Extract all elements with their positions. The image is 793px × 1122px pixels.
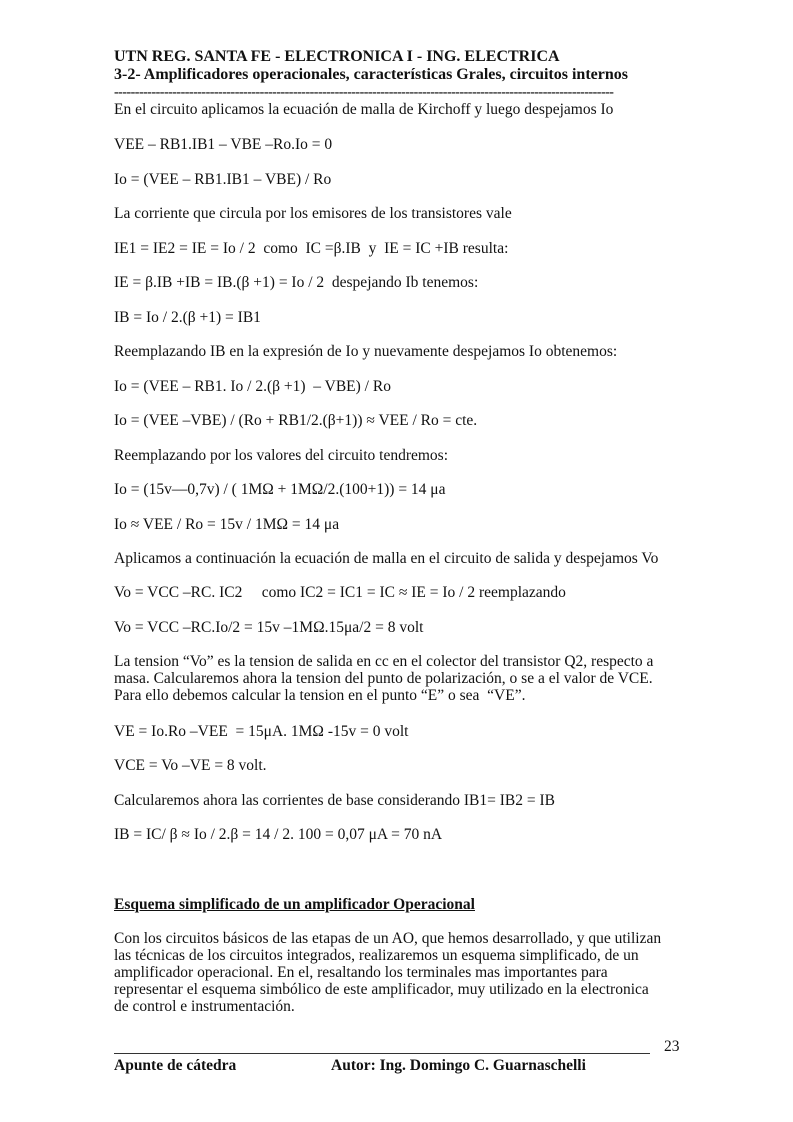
text-line: Reemplazando por los valores del circuito tendremos: <box>114 447 449 464</box>
text-line: Reemplazando IB en la expresión de Io y nuevamente despejamos Io obtenemos: <box>114 343 618 360</box>
header-title: UTN REG. SANTA FE - ELECTRONICA I - ING. ELECTRICA <box>114 48 560 65</box>
text-line: Io ≈ VEE / Ro = 15v / 1MΩ = 14 μa <box>114 516 340 533</box>
header-separator: ------------------------------------------------------------------------------------------------------------------------ <box>114 87 614 99</box>
section-heading: Esquema simplificado de un amplificador Operacional <box>114 896 475 913</box>
text-line: En el circuito aplicamos la ecuación de malla de Kirchoff y luego despejamos Io <box>114 101 614 118</box>
text-line: IE = β.IB +IB = IB.(β +1) = Io / 2 despejando Ib tenemos: <box>114 274 479 291</box>
paragraph-line: amplificador operacional. En el, resaltando los terminales mas importantes para <box>114 964 608 981</box>
text-line: IE1 = IE2 = IE = Io / 2 como IC =β.IB y IE = IC +IB resulta: <box>114 240 509 257</box>
text-line: Aplicamos a continuación la ecuación de malla en el circuito de salida y despejamos Vo <box>114 550 659 567</box>
footer-left: Apunte de cátedra <box>114 1057 237 1074</box>
text-line: Io = (VEE – RB1.IB1 – VBE) / Ro <box>114 171 332 188</box>
text-line: Io = (VEE –VBE) / (Ro + RB1/2.(β+1)) ≈ VEE / Ro = cte. <box>114 412 478 429</box>
header-subtitle: 3-2- Amplificadores operacionales, características Grales, circuitos internos <box>114 66 628 83</box>
text-line: VE = Io.Ro –VEE = 15μA. 1MΩ -15v = 0 volt <box>114 723 409 740</box>
footer-rule <box>114 1053 650 1054</box>
paragraph-line: de control e instrumentación. <box>114 998 295 1015</box>
footer-author: Autor: Ing. Domingo C. Guarnaschelli <box>331 1057 586 1074</box>
text-line: Vo = VCC –RC.Io/2 = 15v –1MΩ.15μa/2 = 8 volt <box>114 619 424 636</box>
text-line: Para ello debemos calcular la tension en el punto “E” o sea “VE”. <box>114 687 526 704</box>
text-line: Io = (VEE – RB1. Io / 2.(β +1) – VBE) / Ro <box>114 378 391 395</box>
paragraph-line: Con los circuitos básicos de las etapas de un AO, que hemos desarrollado, y que utilizan <box>114 930 662 947</box>
paragraph-line: representar el esquema simbólico de este amplificador, muy utilizado en la electronica <box>114 981 649 998</box>
paragraph-line: las técnicas de los circuitos integrados, realizaremos un esquema simplificado, de un <box>114 947 639 964</box>
text-line: Io = (15v—0,7v) / ( 1MΩ + 1MΩ/2.(100+1)) = 14 μa <box>114 481 446 498</box>
text-line: IB = Io / 2.(β +1) = IB1 <box>114 309 261 326</box>
page-number: 23 <box>664 1038 680 1055</box>
text-line: VEE – RB1.IB1 – VBE –Ro.Io = 0 <box>114 136 333 153</box>
text-line: Calcularemos ahora las corrientes de base considerando IB1= IB2 = IB <box>114 792 556 809</box>
text-line: masa. Calcularemos ahora la tension del punto de polarización, o se a el valor de VCE. <box>114 670 653 687</box>
text-line: Vo = VCC –RC. IC2 como IC2 = IC1 = IC ≈ IE = Io / 2 reemplazando <box>114 584 566 601</box>
text-line: La corriente que circula por los emisores de los transistores vale <box>114 205 512 222</box>
text-line: La tension “Vo” es la tension de salida en cc en el colector del transistor Q2, respecto a <box>114 653 654 670</box>
text-line: VCE = Vo –VE = 8 volt. <box>114 757 267 774</box>
text-line: IB = IC/ β ≈ Io / 2.β = 14 / 2. 100 = 0,07 μA = 70 nA <box>114 826 443 843</box>
